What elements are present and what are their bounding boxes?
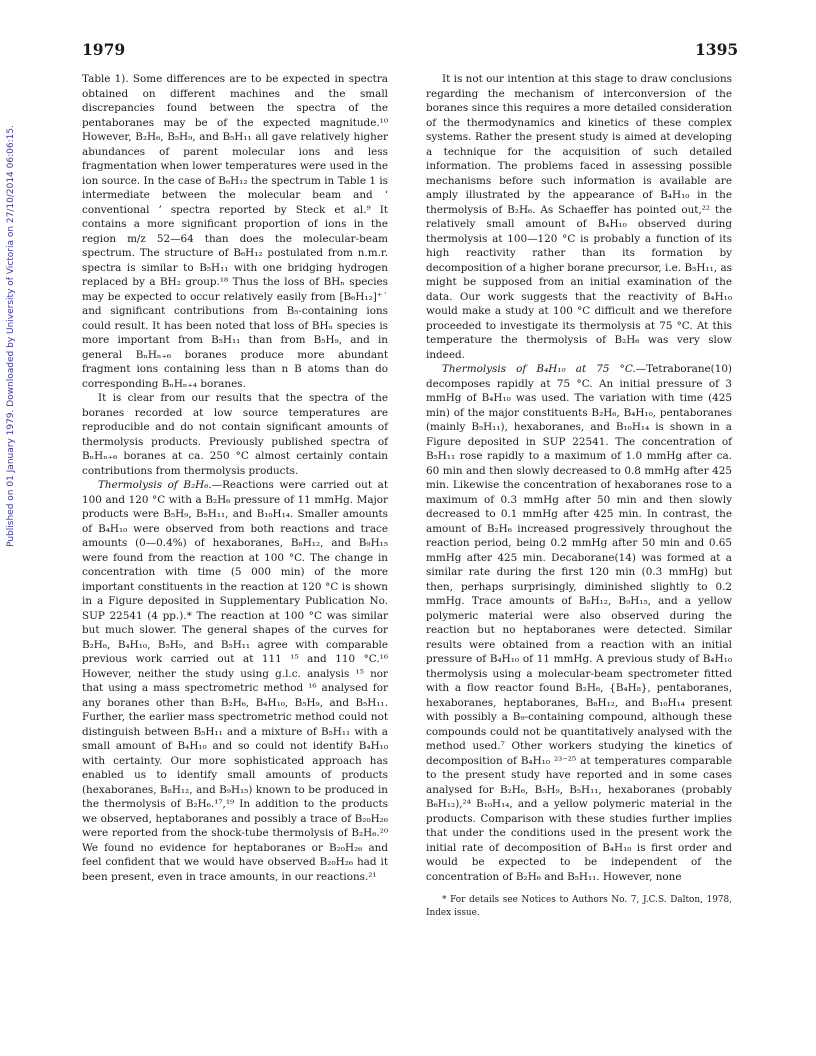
section-body-b4h10: —Tetraborane(10) decomposes rapidly at 75 °C. An initial pressure of 3 mmHg of B₄H₁₀ was used. The variation with time (425 min) of the major constituents B₂H₆, B₄H₁₀, pentaboranes (mainly B₅H₁₁), hexaboranes, and B₁₀H₁₄ is shown in a Figure deposited in SUP 22541. The concentration of B₅H₁₁ rose rapidly to a maximum of 1.0 mmHg after ca. 60 min and then slowly decreased to 0.8 mmHg after 425 min. Likewise the concentration of hexaboranes rose to a maximum of 0.3 mmHg after 50 min and then slowly decreased to 0.1 mmHg after 425 min. In contrast, the amount of B₂H₆ increased progressively throughout the reaction period, being 0.2 mmHg after 50 min and 0.65 mmHg after 425 min. Decaborane(14) was formed at a similar rate during the first 120 min (0.3 mmHg) but then, perhaps surprisingly, diminished slightly to 0.2 mmHg. Trace amounts of B₈H₁₂, B₉H₁₅, and a yellow polymeric material were also observed during the reaction but no heptaboranes were detected. Similar results were obtained from a reaction with an initial pressure of B₄H₁₀ of 11 mmHg. A previous study of B₄H₁₀ thermolysis using a molecular-beam spectrometer fitted with a flow reactor found B₂H₆, {B₄H₈}, pentaboranes, hexaboranes, heptaboranes, B₈H₁₂, and B₁₀H₁₄ present with possibly a B₉-containing compound, although these compounds could not be quantitatively analysed with the method used.⁷ Other workers studying the kinetics of decomposition of B₄H₁₀ ²³⁻²⁵ at temperatures comparable to the present study have reported and in some cases analysed for B₂H₆, B₅H₉, B₅H₁₁, hexaboranes (probably B₆H₁₂),²⁴ B₁₀H₁₄, and a yellow polymeric material in the products. Comparison with these studies further implies that under the conditions used in the present work the initial rate of decomposition of B₄H₁₀ is first order and would be expected to be independent of the concentration of B₂H₆ and B₅H₁₁. However, none — [426, 363, 732, 883]
section-thermolysis-b2h6 — [82, 478, 388, 884]
page-number: 1395 — [695, 40, 739, 59]
section-heading-b2h6: Thermolysis of B₂H₆. — [98, 479, 212, 491]
footnote: * For details see Notices to Authors No. 7, J.C.S. Dalton, 1978, Index issue. — [426, 895, 732, 918]
left-column — [82, 72, 388, 884]
right-column — [426, 72, 732, 919]
provenance-text: Published on 01 January 1979. Downloaded by University of Victoria on 27/10/2014 06:06:15. — [6, 125, 16, 547]
download-provenance-sidebar — [4, 6, 18, 666]
page-header-year: 1979 — [82, 40, 126, 59]
paragraph-mass-spectra: Table 1). Some differences are to be expected in spectra obtained on different machines and the small discrepancies found between the spectra of the pentaboranes may be of the expected magnitude.¹⁰ However, B₂H₆, B₅H₉, and B₅H₁₁ all gave relatively higher abundances of parent molecular ions and less fragmentation when lower temperatures were used in the ion source. In the case of B₆H₁₂ the spectrum in Table 1 is intermediate between the molecular beam and ‘ conventional ’ spectra reported by Steck et al.⁹ It contains a more significant proportion of ions in the region m/z 52—64 than does the molecular-beam spectrum. The structure of B₆H₁₂ postulated from n.m.r. spectra is similar to B₅H₁₁ with one bridging hydrogen replaced by a BH₂ group.¹⁸ Thus the loss of BHₙ species may be expected to occur relatively easily from [B₆H₁₂]⁺˙ and significant contributions from B₅-containing ions could result. It has been noted that loss of BHₙ species is more important from B₅H₁₁ than from B₅H₉, and in general BₙHₙ₊₆ boranes produce more abundant fragment ions containing less than n B atoms than do corresponding BₙHₙ₊₄ boranes. — [82, 73, 388, 390]
section-heading-b4h10: Thermolysis of B₄H₁₀ at 75 °C. — [442, 363, 636, 375]
paragraph-low-temperature-spectra: It is clear from our results that the spectra of the boranes recorded at low source temperatures are reproducible and do not contain significant amounts of thermolysis products. Previously published spectra of BₙHₙ₊₆ boranes at ca. 250 °C almost certainly contain contributions from thermolysis products. — [82, 392, 388, 477]
section-body-b2h6: —Reactions were carried out at 100 and 120 °C with a B₂H₆ pressure of 11 mmHg. Major products were B₅H₉, B₅H₁₁, and B₁₀H₁₄. Smaller amounts of B₄H₁₀ were observed from both reactions and trace amounts (0—0.4%) of hexaboranes, B₈H₁₂, and B₉H₁₅ were found from the reaction at 100 °C. The change in concentration with time (5 000 min) of the more important constituents in the reaction at 120 °C is shown in a Figure deposited in Supplementary Publication No. SUP 22541 (4 pp.).* The reaction at 100 °C was similar but much slower. The general shapes of the curves for B₂H₆, B₄H₁₀, B₅H₉, and B₅H₁₁ agree with comparable previous work carried out at 111 ¹⁵ and 110 °C.¹⁶ However, neither the study using g.l.c. analysis ¹⁵ nor that using a mass spectrometric method ¹⁶ analysed for any boranes other than B₂H₆, B₄H₁₀, B₅H₉, and B₅H₁₁. Further, the earlier mass spectrometric method could not distinguish between B₅H₁₁ and a mixture of B₅H₁₁ with a small amount of B₄H₁₀ and so could not identify B₄H₁₀ with certainty. Our more sophisticated approach has enabled us to identify small amounts of products (hexaboranes, B₈H₁₂, and B₉H₁₅) known to be produced in the thermolysis of B₂H₆.¹⁷,¹⁹ In addition to the products we observed, heptaboranes and possibly a trace of B₂₀H₂₆ were reported from the shock-tube thermolysis of B₂H₆.²⁰ We found no evidence for heptaboranes or B₂₀H₂₆ and feel confident that we would have observed B₂₀H₂₆ had it been present, even in trace amounts, in our reactions.²¹ — [82, 479, 388, 883]
section-thermolysis-b4h10 — [426, 362, 732, 884]
paragraph-mechanism-discussion: It is not our intention at this stage to draw conclusions regarding the mechanism of interconversion of the boranes since this requires a more detailed consideration of the thermodynamics and kinetics of these complex systems. Rather the present study is aimed at developing a technique for the acquisition of such detailed information. The problems faced in assessing possible mechanisms before such information is available are amply illustrated by the appearance of B₄H₁₀ in the thermolysis of B₂H₆. As Schaeffer has pointed out,²² the relatively small amount of B₄H₁₀ observed during thermolysis at 100—120 °C is probably a function of its high reactivity rather than its formation by decomposition of a higher borane precursor, i.e. B₅H₁₁, as might be supposed from an initial examination of the data. Our work suggests that the reactivity of B₄H₁₀ would make a study at 100 °C difficult and we therefore proceeded to investigate its thermolysis at 75 °C. At this temperature the thermolysis of B₂H₆ was very slow indeed. — [426, 73, 732, 361]
